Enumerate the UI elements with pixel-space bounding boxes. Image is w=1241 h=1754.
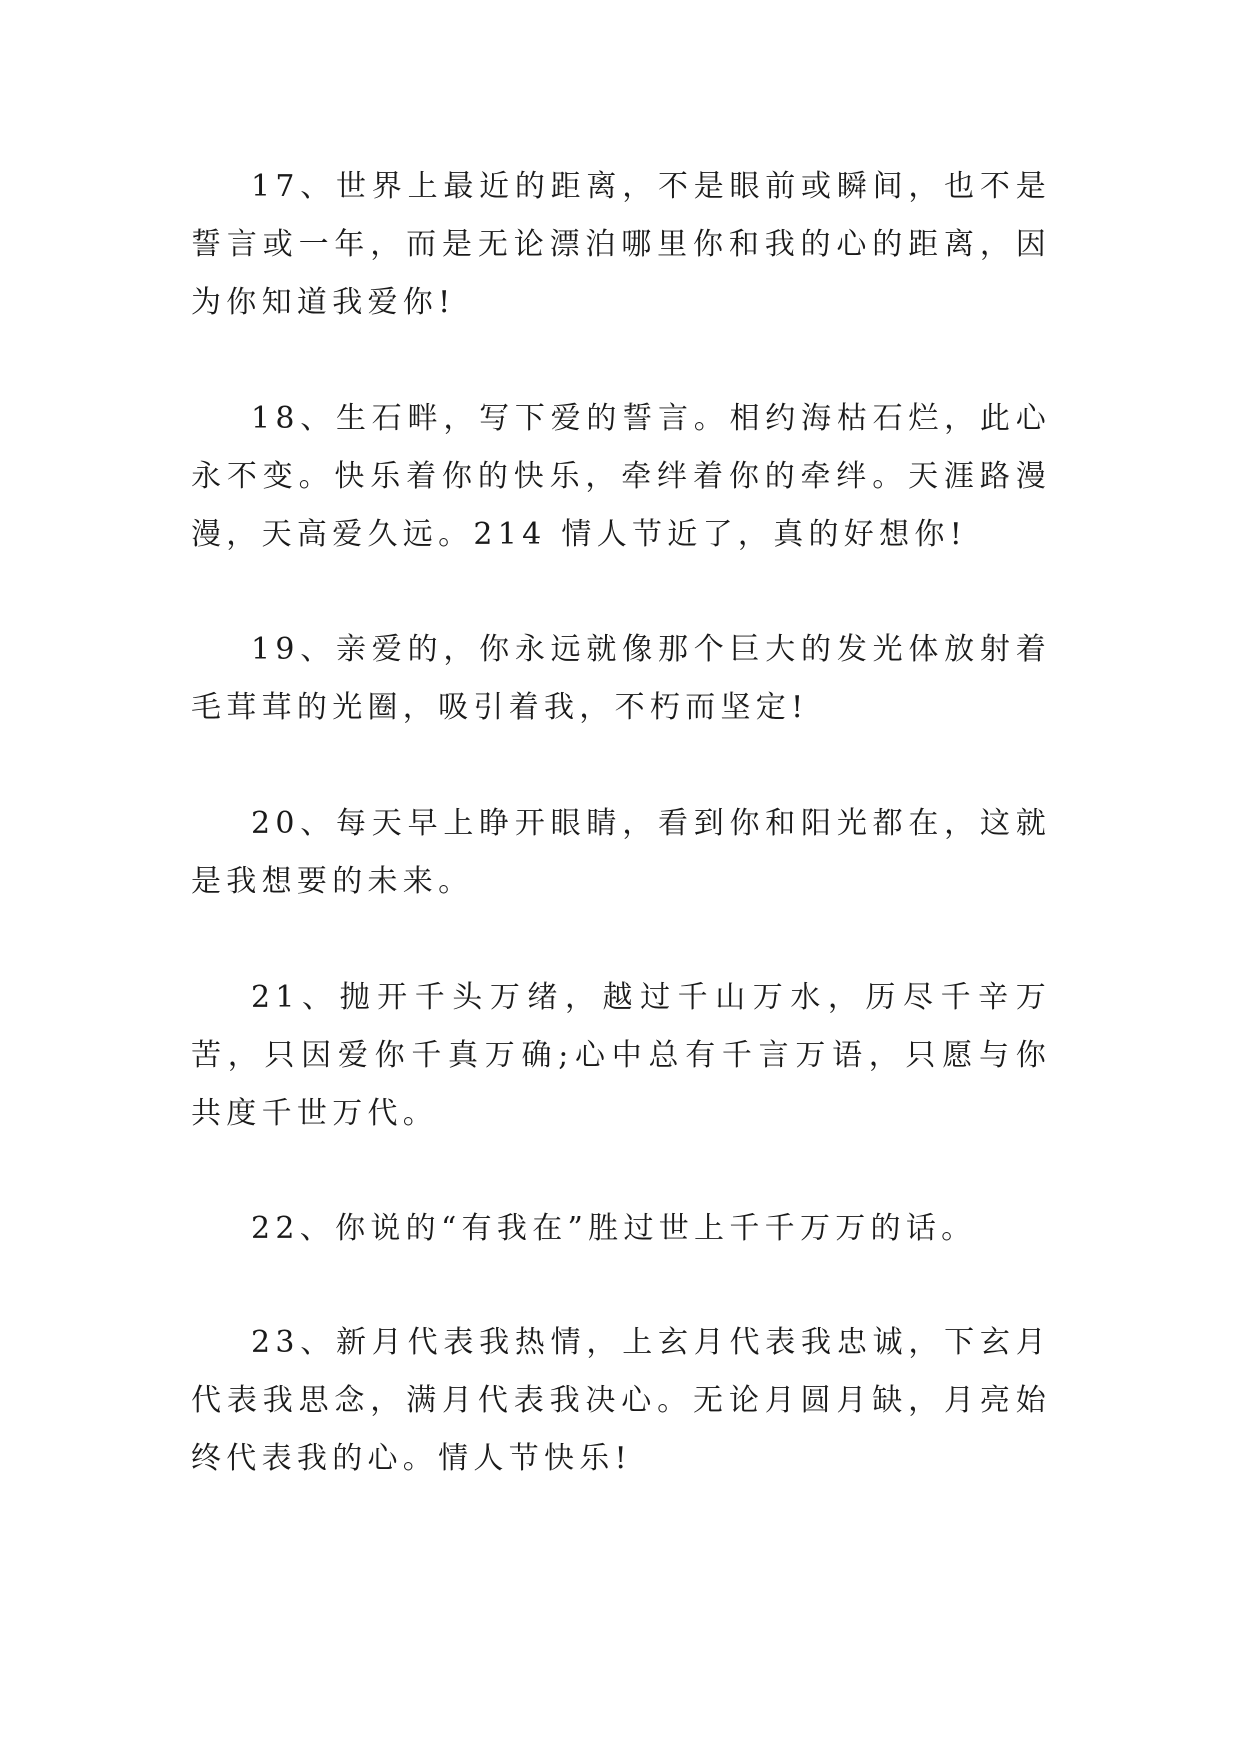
paragraph-22: 22、你说的“有我在”胜过世上千千万万的话。 (251, 1211, 977, 1246)
document-body (191, 158, 1051, 1488)
paragraph-18: 18、生石畔，写下爱的誓言。相约海枯石烂，此心永不变。快乐着你的快乐，牵绊着你的牵绊。天涯路漫漫，天高爱久远。214 情人节近了，真的好想你! (191, 401, 1051, 552)
paragraph-21: 21、抛开千头万绪，越过千山万水，历尽千辛万苦，只因爱你千真万确;心中总有千言万语，只愿与你共度千世万代。 (191, 980, 1051, 1131)
paragraph-23: 23、新月代表我热情，上玄月代表我忠诚，下玄月代表我思念，满月代表我决心。无论月圆月缺，月亮始终代表我的心。情人节快乐! (191, 1325, 1051, 1476)
paragraph-20: 20、每天早上睁开眼睛，看到你和阳光都在，这就是我想要的未来。 (191, 806, 1051, 899)
paragraph-17: 17、世界上最近的距离，不是眼前或瞬间，也不是誓言或一年，而是无论漂泊哪里你和我的心的距离，因为你知道我爱你! (191, 169, 1051, 320)
paragraph-19: 19、亲爱的，你永远就像那个巨大的发光体放射着毛茸茸的光圈，吸引着我，不朽而坚定! (191, 632, 1051, 725)
